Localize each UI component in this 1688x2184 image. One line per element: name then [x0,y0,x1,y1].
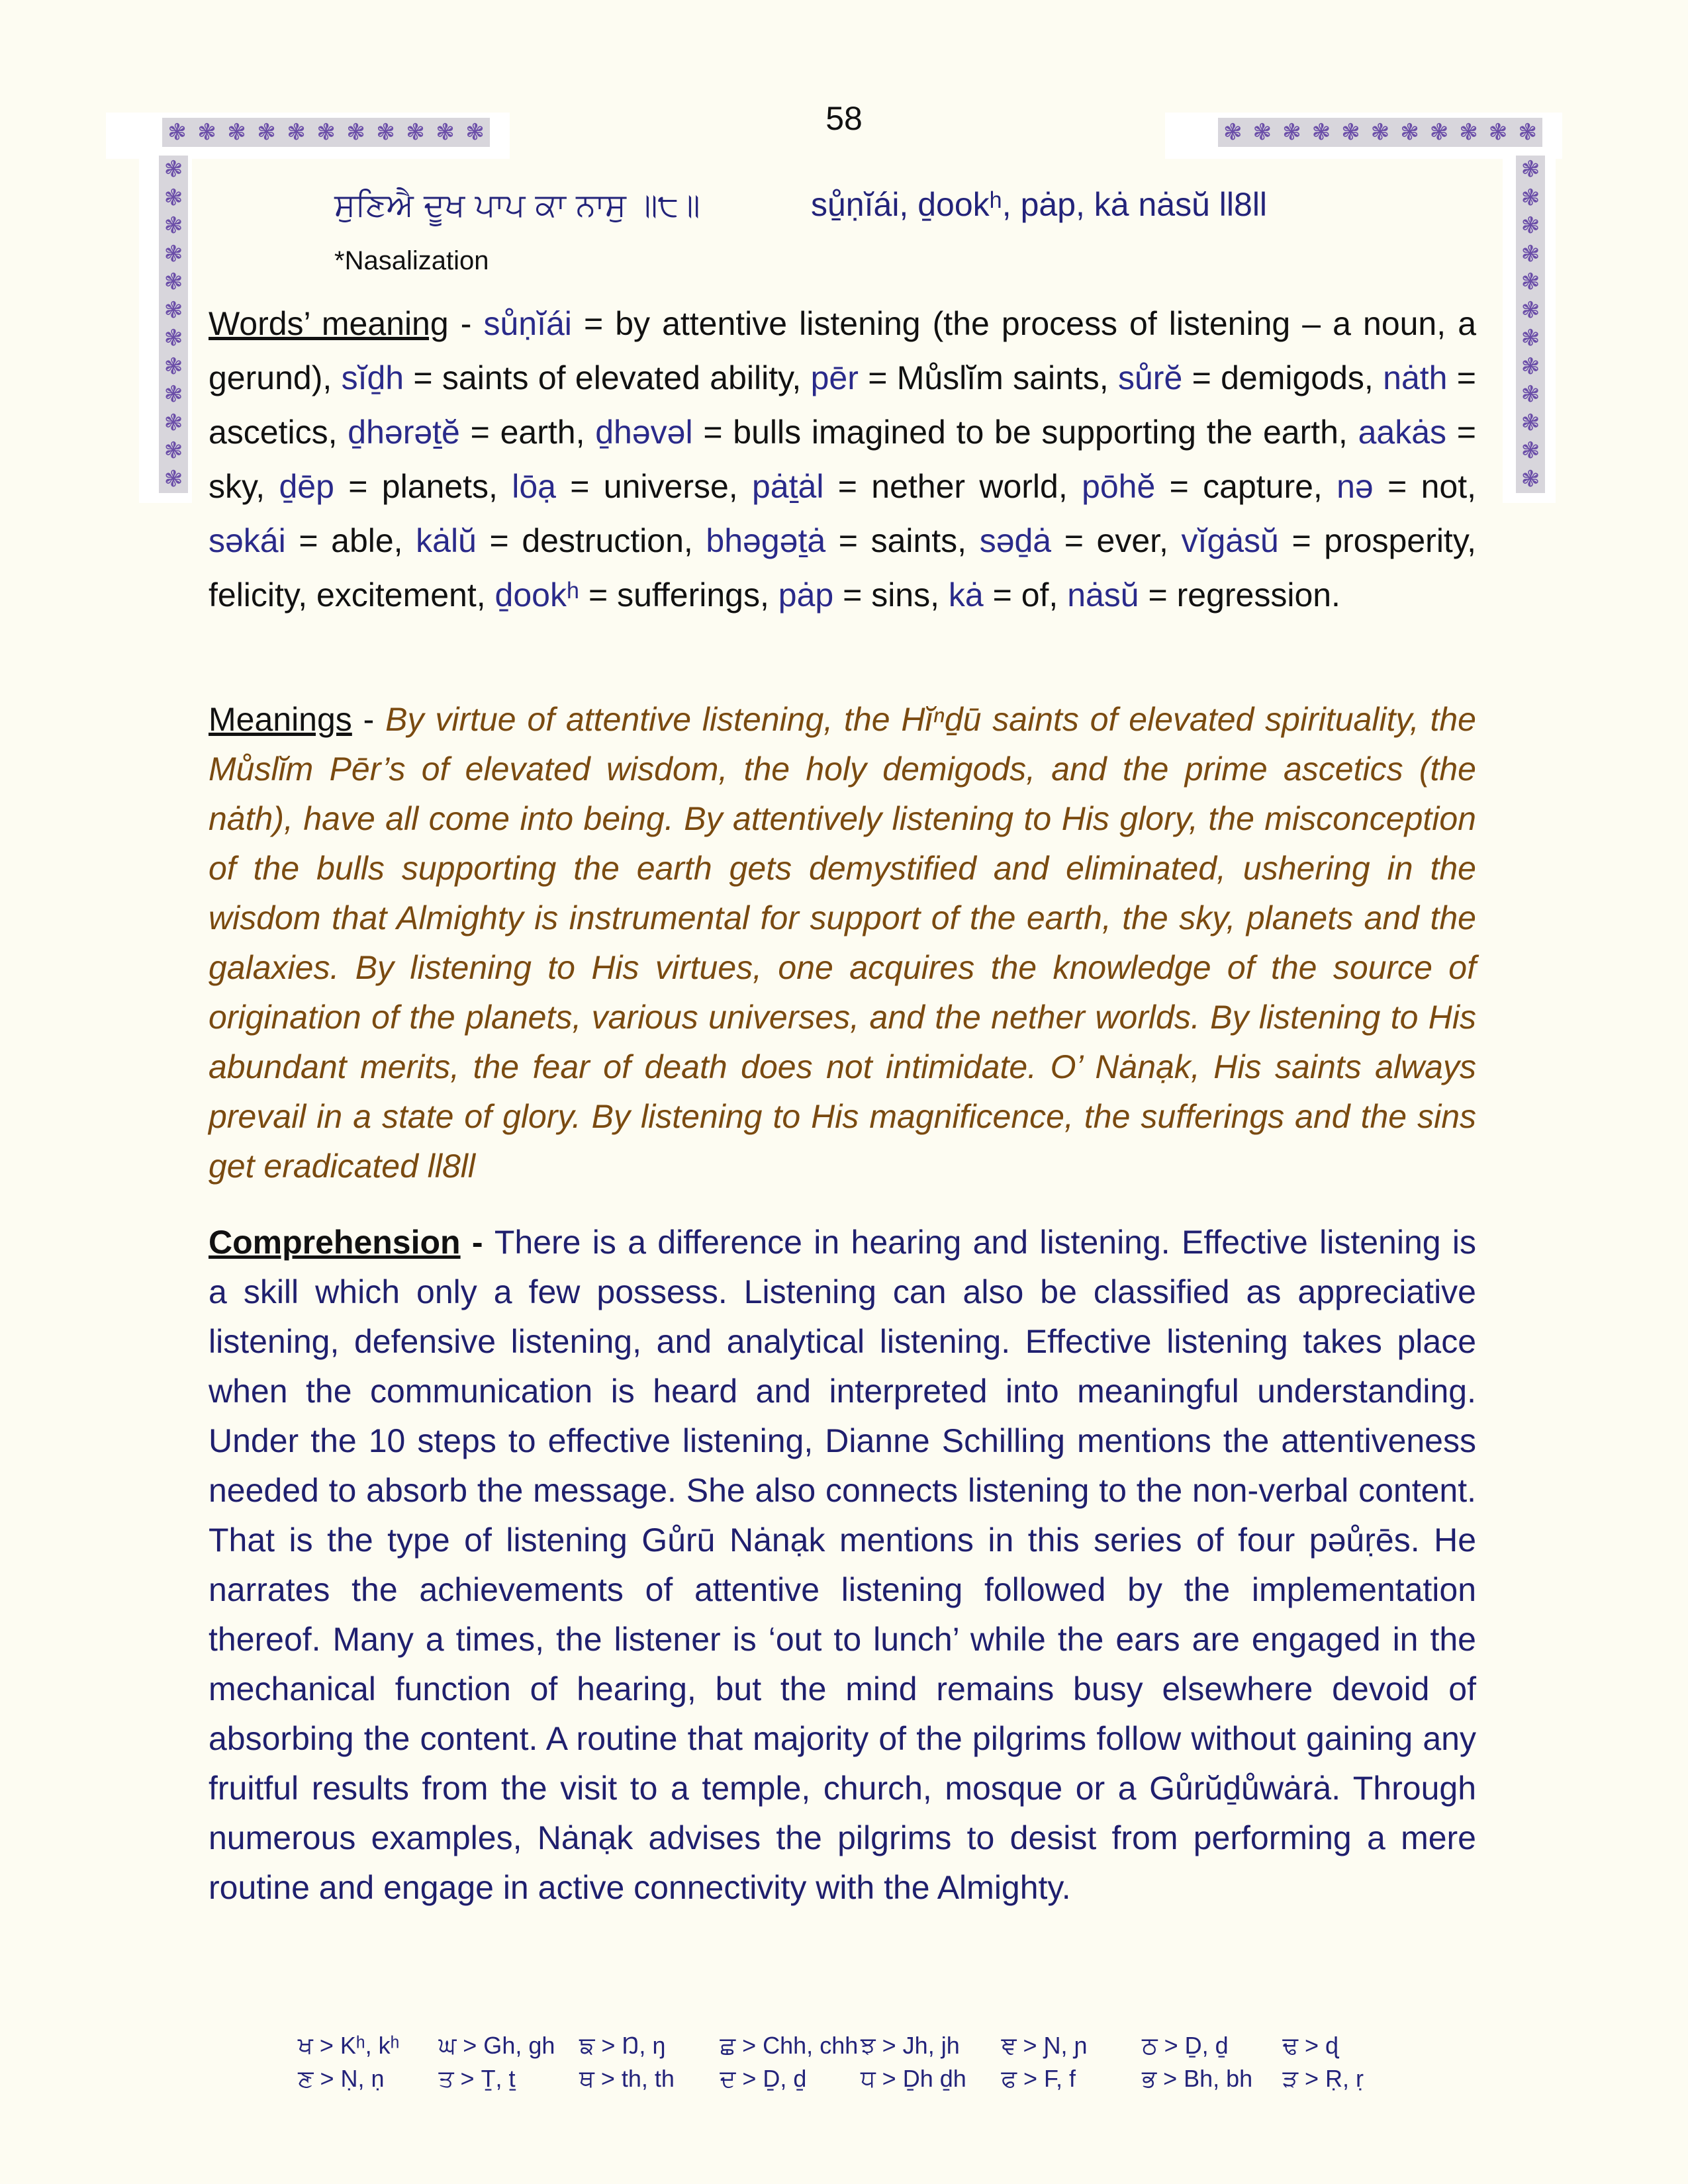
flower-icon: ❃ [164,184,183,211]
gloss-meaning: = able, [285,522,416,559]
gloss-meaning: = destruction, [476,522,706,559]
gloss-meaning: = capture, [1155,468,1337,505]
gloss-term: lōạ [512,468,556,505]
gloss-term: aakȧs [1358,414,1447,451]
words-meaning-entries [209,305,1476,614]
gloss-term: ḏhərəṯĕ [348,414,460,451]
page-number: 58 [825,100,863,137]
flower-icon: ❃ [1459,119,1478,146]
gloss-meaning: = ascetics, [209,359,1476,451]
flower-icon: ❃ [197,119,216,146]
gloss-meaning: = not, [1373,468,1476,505]
heading-separator: - [352,701,386,738]
flower-icon: ❃ [1429,119,1449,146]
flower-icon: ❃ [1521,325,1540,352]
flower-icon: ❃ [1341,119,1360,146]
key-entry: ਛ > Chh, chh [720,2032,859,2059]
ornament-border-top-right [1218,118,1542,147]
flower-icon: ❃ [1521,353,1540,380]
flower-icon: ❃ [227,119,246,146]
flower-icon: ❃ [1252,119,1272,146]
ornament-border-right [1516,156,1545,493]
flower-icon: ❃ [1521,184,1540,211]
gloss-meaning: = Můslĭm saints, [858,359,1118,396]
ornament-border-left [159,156,188,493]
gloss-term: pōhĕ [1082,468,1156,505]
gloss-term: səkái [209,522,286,559]
words-meaning-heading: Words’ meaning [209,305,449,342]
gloss-meaning: = regression. [1139,576,1340,614]
gloss-meaning: = universe, [555,468,752,505]
gloss-meaning: = nether world, [823,468,1082,505]
gloss-term: ḏhəvəl [595,414,693,451]
gloss-meaning: = ever, [1051,522,1182,559]
gloss-term: nə [1336,468,1374,505]
flower-icon: ❃ [1521,212,1540,240]
flower-icon: ❃ [1521,465,1540,492]
meanings-paragraph [209,695,1476,1191]
key-entry: ਠ > Ḏ, ḏ [1142,2032,1229,2059]
flower-icon: ❃ [1521,156,1540,183]
gloss-meaning: = prosperity, felicity, excitement, [209,522,1476,614]
gloss-term: kȧlŭ [416,522,477,559]
key-entry: ਢ > ɖ [1282,2032,1339,2059]
flower-icon: ❃ [164,465,183,492]
gloss-term: sůṇĭái [483,305,572,342]
flower-icon: ❃ [1223,119,1243,146]
key-entry: ਭ > Bh, bh [1142,2065,1253,2092]
flower-icon: ❃ [1488,119,1508,146]
flower-icon: ❃ [406,119,425,146]
key-entry: ਤ > Ṯ, ṯ [438,2065,516,2092]
gloss-term: pēr [810,359,859,396]
flower-icon: ❃ [164,240,183,267]
key-entry: ੜ > Ṛ, ṛ [1282,2065,1364,2092]
flower-icon: ❃ [1521,269,1540,296]
flower-icon: ❃ [1521,296,1540,324]
flower-icon: ❃ [1370,119,1390,146]
flower-icon: ❃ [1521,409,1540,436]
flower-icon: ❃ [164,409,183,436]
key-entry: ਥ > th, th [579,2065,675,2092]
key-entry: ਞ > Ɲ, ɲ [1001,2032,1088,2059]
key-entry: ਝ > Jh, jh [861,2032,960,2059]
gloss-term: vĭgȧsŭ [1181,522,1279,559]
flower-icon: ❃ [164,212,183,240]
meanings-heading: Meanings [209,701,352,738]
flower-icon: ❃ [164,437,183,465]
gloss-meaning: = bulls imagined to be supporting the earth, [692,414,1358,451]
flower-icon: ❃ [257,119,276,146]
transliteration-key-row-1 [298,2032,1423,2060]
flower-icon: ❃ [164,381,183,408]
flower-icon: ❃ [167,119,187,146]
flower-icon: ❃ [1521,240,1540,267]
gloss-term: bhəgəṯȧ [706,522,826,559]
gloss-meaning: = sins, [833,576,949,614]
key-entry: ਫ > F, f [1001,2065,1076,2092]
flower-icon: ❃ [164,156,183,183]
gloss-meaning: = sky, [209,414,1476,505]
nasalization-note: *Nasalization [334,246,489,275]
key-entry: ਦ > Ḏ, ḏ [720,2065,807,2092]
gloss-meaning: = sufferings, [579,576,778,614]
flower-icon: ❃ [1521,437,1540,465]
flower-icon: ❃ [1521,381,1540,408]
gloss-term: ḏookʰ [494,576,580,614]
gloss-term: səḏȧ [979,522,1052,559]
flower-icon: ❃ [346,119,365,146]
gloss-meaning: = saints of elevated ability, [404,359,811,396]
verse-transliteration: sů̱ṇĭái, ḏookʰ, pȧp, kȧ nȧsŭ ll8ll [811,186,1268,223]
words-meaning-paragraph [209,296,1476,622]
gloss-term: kȧ [948,576,984,614]
verse-gurmukhi: ਸੁਣਿਐ ਦੂਖ ਪਾਪ ਕਾ ਨਾਸੁ ॥੮॥ [334,187,700,224]
transliteration-key-row-2 [298,2065,1423,2093]
flower-icon: ❃ [1518,119,1537,146]
heading-separator: - [460,1224,494,1261]
flower-icon: ❃ [164,353,183,380]
gloss-meaning: = saints, [825,522,980,559]
gloss-term: pȧp [778,576,834,614]
flower-icon: ❃ [316,119,336,146]
comprehension-text: There is a difference in hearing and listening. Effective listening is a skill which only a few possess. Listening can also be classified as appreciative listening, defensive listening, and analytical listening. Effective listening takes place when the communication is heard and interpreted into meaningful understanding. Under the 10 steps to effective listening, Dianne Schilling mentions the attentiveness needed to absorb the message. She also connects listening to the non-verbal content. That is the type of listening Gůrū Nȧnạk mentions in this series of four pəůṛēs. He narrates the achievements of attentive listening followed by the implementation thereof. Many a times, the listener is ‘out to lunch’ while the ears are engaged in the mechanical function of hearing, but the mind remains busy elsewhere devoid of absorbing the content. A routine that majority of the pilgrims follow without gaining any fruitful results from the visit to a temple, church, mosque or a Gůrŭḏůwȧrȧ. Through numerous examples, Nȧnạk advises the pilgrims to desist from performing a mere routine and engage in active connectivity with the Almighty. [209,1224,1476,1906]
gloss-term: sĭḏh [341,359,404,396]
flower-icon: ❃ [1400,119,1419,146]
flower-icon: ❃ [465,119,485,146]
gloss-meaning: = demigods, [1182,359,1383,396]
key-entry: ਖ > Kʰ, kʰ [298,2032,400,2059]
flower-icon: ❃ [164,269,183,296]
comprehension-heading: Comprehension [209,1224,461,1261]
gloss-term: nȧsŭ [1067,576,1139,614]
flower-icon: ❃ [436,119,455,146]
heading-separator: - [448,305,484,342]
key-entry: ਧ > Ḏh ḏh [861,2065,966,2092]
gloss-term: ḏēp [279,468,334,505]
gloss-term: sůrĕ [1118,359,1183,396]
flower-icon: ❃ [376,119,395,146]
comprehension-paragraph [209,1218,1476,1913]
ornament-border-top-left [162,118,490,147]
meanings-text: By virtue of attentive listening, the Hĭⁿḏū saints of elevated spirituality, the Můslĭm Pēr’s of elevated wisdom, the holy demigods, and the prime ascetics (the nȧth), have all come into being. By attentively listening to His glory, the misconception of the bulls supporting the earth gets demystified and eliminated, ushering in the wisdom that Almighty is instrumental for support of the earth, the sky, planets and the galaxies. By listening to His virtues, one acquires the knowledge of the source of origination of the planets, various universes, and the nether worlds. By listening to His abundant merits, the fear of death does not intimidate. O’ Nȧnạk, His saints always prevail in a state of glory. By listening to His magnificence, the sufferings and the sins get eradicated ll8ll [209,701,1476,1185]
key-entry: ਙ > Ŋ, ŋ [579,2032,666,2059]
flower-icon: ❃ [287,119,306,146]
flower-icon: ❃ [164,325,183,352]
gloss-meaning: = by attentive listening (the process of listening – a noun, a gerund), [209,305,1477,396]
gloss-meaning: = earth, [459,414,596,451]
key-entry: ਘ > Gh, gh [438,2032,555,2059]
gloss-term: pȧṯȧl [752,468,824,505]
gloss-meaning: = planets, [334,468,512,505]
key-entry: ਣ > Ṇ, ṇ [298,2065,385,2092]
flower-icon: ❃ [1282,119,1301,146]
gloss-term: nȧth [1383,359,1448,396]
flower-icon: ❃ [1311,119,1331,146]
flower-icon: ❃ [164,296,183,324]
gloss-meaning: = of, [983,576,1068,614]
